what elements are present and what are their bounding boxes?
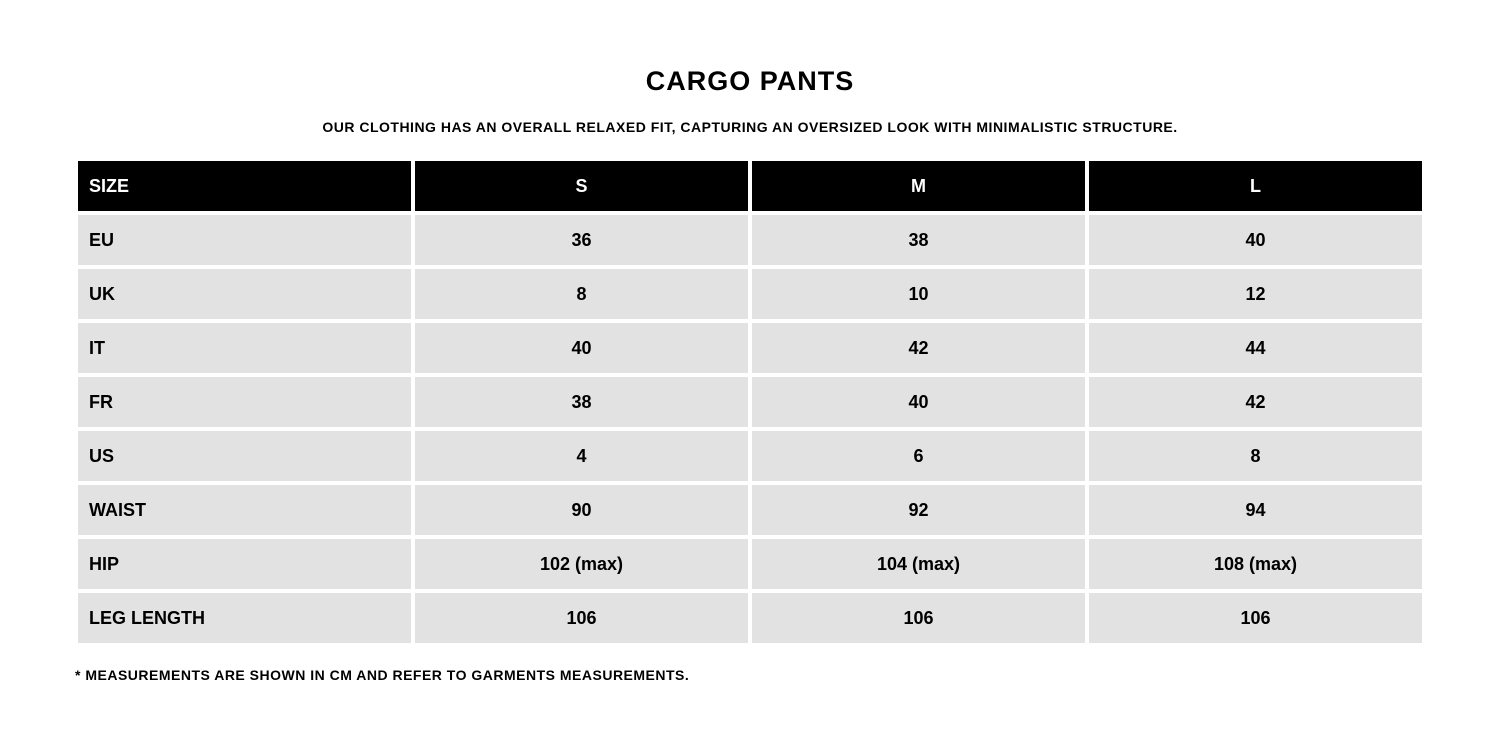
row-label: FR	[78, 377, 411, 427]
row-label: HIP	[78, 539, 411, 589]
table-header-row	[78, 161, 1422, 211]
table-row	[78, 485, 1422, 535]
table-row	[78, 377, 1422, 427]
row-label: UK	[78, 269, 411, 319]
table-cell: 106	[415, 593, 748, 643]
page-title: CARGO PANTS	[645, 66, 855, 96]
table-cell: 94	[1089, 485, 1422, 535]
table-cell: 8	[1089, 431, 1422, 481]
header-cell-m: M	[752, 161, 1085, 211]
table-cell: 8	[415, 269, 748, 319]
table-row	[78, 323, 1422, 373]
table-cell: 92	[752, 485, 1085, 535]
row-label: US	[78, 431, 411, 481]
table-cell: 10	[752, 269, 1085, 319]
header-cell-l: L	[1089, 161, 1422, 211]
header-cell-s: S	[415, 161, 748, 211]
table-row	[78, 269, 1422, 319]
size-chart-table	[74, 157, 1426, 647]
row-label: EU	[78, 215, 411, 265]
table-row	[78, 593, 1422, 643]
header-cell-size: SIZE	[78, 161, 411, 211]
table-cell: 38	[752, 215, 1085, 265]
table-cell: 36	[415, 215, 748, 265]
table-cell: 42	[1089, 377, 1422, 427]
row-label: IT	[78, 323, 411, 373]
table-cell: 40	[1089, 215, 1422, 265]
table-cell: 108 (max)	[1089, 539, 1422, 589]
table-cell: 42	[752, 323, 1085, 373]
page-subtitle: OUR CLOTHING HAS AN OVERALL RELAXED FIT, CAPTURING AN OVERSIZED LOOK WITH MINIMALISTIC STRUCTURE.	[322, 119, 1178, 135]
table-row	[78, 431, 1422, 481]
measurement-footnote: * MEASUREMENTS ARE SHOWN IN CM AND REFER TO GARMENTS MEASUREMENTS.	[75, 667, 690, 683]
table-cell: 44	[1089, 323, 1422, 373]
table-cell: 4	[415, 431, 748, 481]
table-cell: 6	[752, 431, 1085, 481]
table-cell: 102 (max)	[415, 539, 748, 589]
row-label: WAIST	[78, 485, 411, 535]
table-cell: 90	[415, 485, 748, 535]
table-row	[78, 215, 1422, 265]
table-cell: 40	[752, 377, 1085, 427]
table-cell: 106	[1089, 593, 1422, 643]
table-cell: 38	[415, 377, 748, 427]
table-row	[78, 539, 1422, 589]
row-label: LEG LENGTH	[78, 593, 411, 643]
table-cell: 104 (max)	[752, 539, 1085, 589]
table-cell: 40	[415, 323, 748, 373]
table-cell: 12	[1089, 269, 1422, 319]
table-cell: 106	[752, 593, 1085, 643]
